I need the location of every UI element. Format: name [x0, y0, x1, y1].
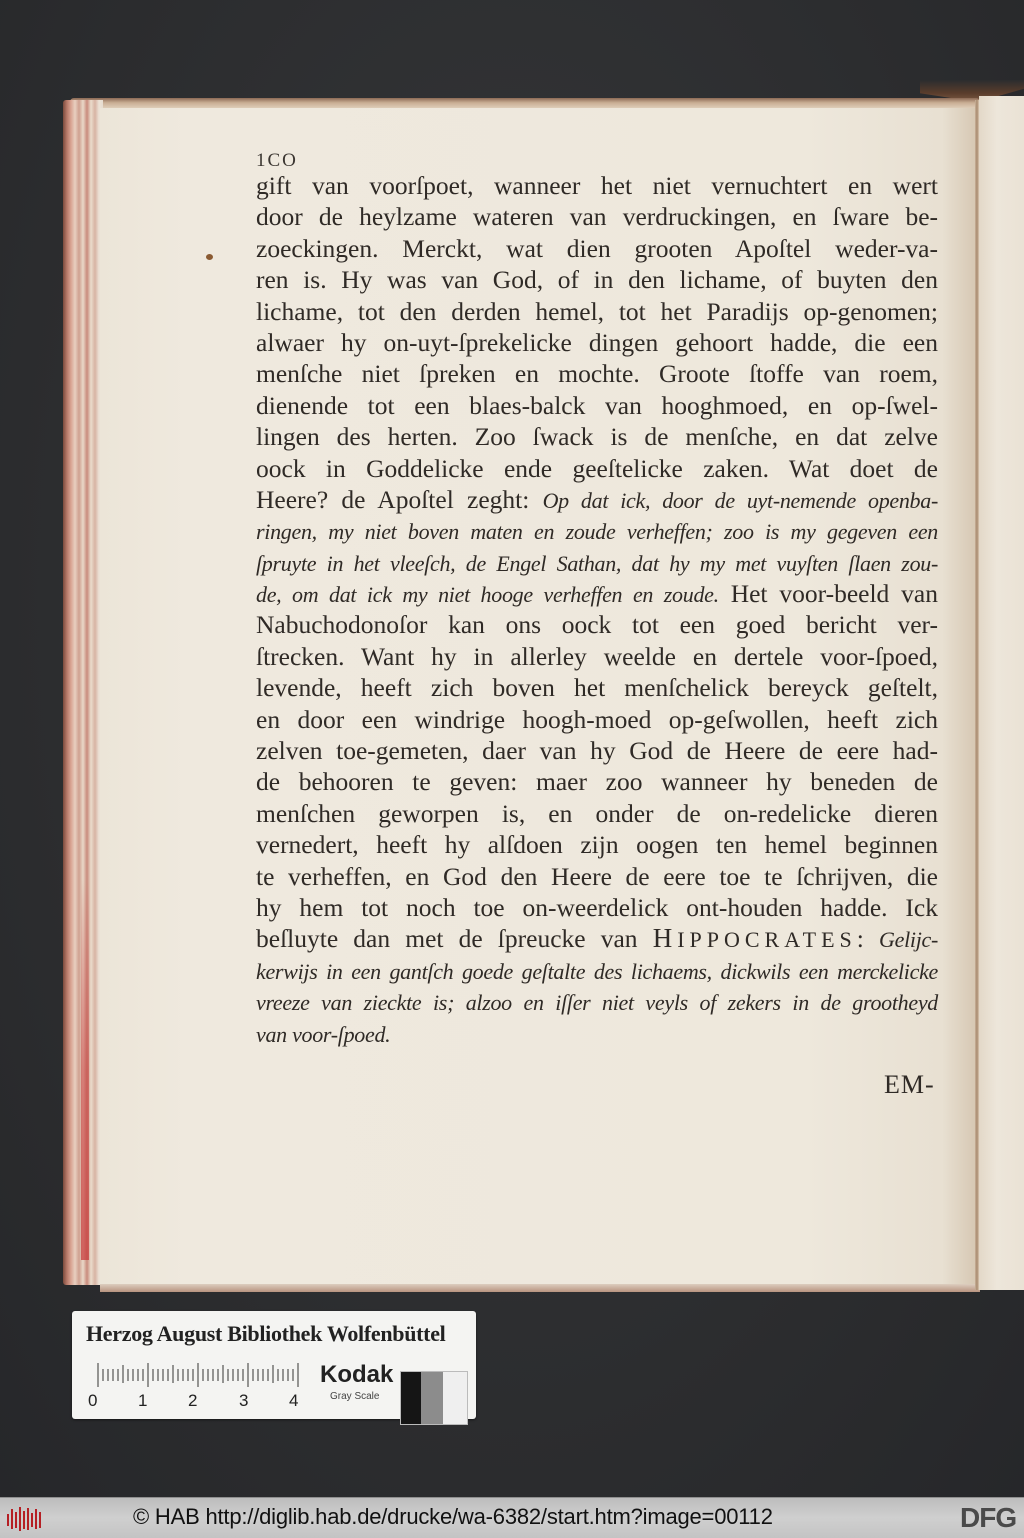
- text-line: [256, 358, 938, 389]
- small-caps-initial: H: [652, 923, 678, 954]
- text-line: [256, 453, 938, 484]
- text-line: [256, 672, 938, 703]
- text-line: [256, 201, 938, 232]
- text-line: [256, 484, 938, 515]
- roman-text: dienende tot een blaes-balck van hooghmoed, en op-ſwel-: [256, 390, 938, 420]
- roman-text: beſluyte dan met de ſpreucke van: [256, 924, 653, 954]
- text-line: [256, 1018, 938, 1049]
- text-line: [256, 861, 938, 892]
- text-line: [256, 578, 938, 609]
- roman-text: vernedert, heeft hy alſdoen zijn oogen ten hemel beginnen: [256, 830, 938, 860]
- text-line: [256, 390, 938, 421]
- italic-quote: ſpruyte in het vleeſch, de Engel Sathan, dat hy my met vuyſten ſlaen zou-: [256, 550, 938, 576]
- text-line: [256, 923, 938, 954]
- text-line: [256, 296, 938, 327]
- text-line: [256, 609, 938, 640]
- copyright-url[interactable]: © HAB http://diglib.hab.de/drucke/wa-6382/start.htm?image=00112: [133, 1504, 773, 1529]
- italic-quote: de, om dat ick my niet hooge verheffen en zoude.: [256, 582, 719, 608]
- dfg-logo: DFG: [960, 1502, 1017, 1533]
- kodak-brand: Kodak: [320, 1361, 394, 1388]
- text-line: [256, 704, 938, 735]
- ruler-label: 2: [188, 1391, 198, 1410]
- text-line: [256, 798, 938, 829]
- ink-spot: [206, 254, 213, 260]
- roman-text: alwaer hy on-uyt-ſprekelicke dingen gehoort hadde, die een: [256, 327, 938, 357]
- text-line: [256, 233, 938, 264]
- swatch-black: [401, 1372, 421, 1424]
- text-line: [256, 170, 938, 201]
- small-caps-name: IPPOCRATES: [677, 927, 857, 953]
- text-line: [256, 766, 938, 797]
- roman-text: de behooren te geven: maer zoo wanneer hy beneden de: [256, 767, 938, 797]
- roman-text: ſtrecken. Want hy in allerley weelde en dertele voor-ſpoed,: [256, 641, 938, 671]
- hab-barcode-logo-icon: [6, 1506, 46, 1532]
- italic-quote: Op dat ick, door de uyt-nemende openba-: [542, 487, 938, 513]
- text-line: [256, 264, 938, 295]
- roman-text: ren is. Hy was van God, of in den lichame, of buyten den: [256, 265, 938, 295]
- ruler-label: 4: [289, 1391, 299, 1410]
- roman-text: te verheffen, en God den Heere de eere toe te ſchrijven, die: [256, 861, 938, 891]
- roman-text: gift van voorſpoet, wanneer het niet vernuchtert en wert: [256, 171, 938, 200]
- footer-bar: [0, 1497, 1024, 1538]
- roman-text: zoeckingen. Merckt, wat dien grooten Apoſtel weder-va-: [256, 233, 938, 263]
- roman-text: door de heylzame wateren van verdruckingen, en ſware be-: [256, 202, 938, 232]
- italic-quote: kerwijs in een gantſch goede geſtalte des lichaems, dickwils een merckelicke: [256, 958, 938, 984]
- text-line: [256, 641, 938, 672]
- text-line: [256, 515, 938, 546]
- text-line: [256, 955, 938, 986]
- page-number: 1CO: [256, 150, 298, 171]
- text-line: [256, 327, 938, 358]
- text-line: [256, 986, 938, 1017]
- roman-text: menſchen geworpen is, en onder de on-redelicke dieren: [256, 798, 938, 828]
- facing-page-edge: [979, 96, 1024, 1290]
- swatch-white: [443, 1372, 467, 1424]
- ruler-label: 1: [138, 1391, 148, 1410]
- swatch-gray: [421, 1372, 443, 1424]
- roman-text: Nabuchodonoſor kan ons oock tot een goed bericht ver-: [256, 610, 938, 640]
- ruler-labels: [88, 1391, 318, 1411]
- italic-quote: van voor-ſpoed.: [256, 1021, 391, 1047]
- roman-text: zelven toe-gemeten, daer van hy God de Heere de eere had-: [256, 736, 938, 766]
- roman-text: levende, heeft zich boven het menſchelick bereyck geſtelt,: [256, 673, 938, 703]
- italic-quote: vreeze van zieckte is; alzoo en iſſer niet veyls of zekers in de grootheyd: [256, 990, 938, 1016]
- roman-text: hy hem tot noch toe on-weerdelick ont-houden hadde. Ick: [256, 892, 938, 922]
- roman-text: en door een windrige hoogh-moed op-geſwollen, heeft zich: [256, 704, 938, 734]
- ruler-label: 3: [239, 1391, 249, 1410]
- catchword: EM-: [884, 1070, 935, 1099]
- page-stack-edge: [63, 100, 103, 1285]
- gray-scale-swatches: [400, 1371, 468, 1425]
- text-line: [256, 892, 938, 923]
- italic-quote: ringen, my niet boven maten en zoude verheffen; zoo is my gegeven een: [256, 519, 938, 545]
- roman-text: lingen des herten. Zoo ſwack is de menſche, en dat zelve: [256, 422, 938, 452]
- library-name: Herzog August Bibliothek Wolfenbüttel: [86, 1321, 446, 1346]
- roman-text: oock in Goddelicke ende geeſtelicke zaken. Wat doet de: [256, 453, 938, 483]
- roman-text: menſche niet ſpreken en mochte. Groote ſtoffe van roem,: [256, 359, 938, 389]
- roman-text: Het voor-beeld van: [718, 579, 938, 609]
- gray-scale-label: Gray Scale: [330, 1391, 380, 1402]
- italic-quote: Gelijc-: [879, 927, 938, 953]
- roman-text: Heere? de Apoſtel zeght:: [256, 484, 543, 514]
- text-line: [256, 421, 938, 452]
- ruler-label: 0: [88, 1391, 98, 1410]
- ruler-icon: [96, 1359, 306, 1389]
- color-calibration-card: [72, 1311, 476, 1419]
- page-text-body: [256, 170, 938, 1049]
- roman-text: lichame, tot den derden hemel, tot het Paradijs op-genomen;: [256, 296, 938, 326]
- text-line: [256, 735, 938, 766]
- roman-text: :: [856, 924, 880, 954]
- text-line: [256, 547, 938, 578]
- text-line: [256, 829, 938, 860]
